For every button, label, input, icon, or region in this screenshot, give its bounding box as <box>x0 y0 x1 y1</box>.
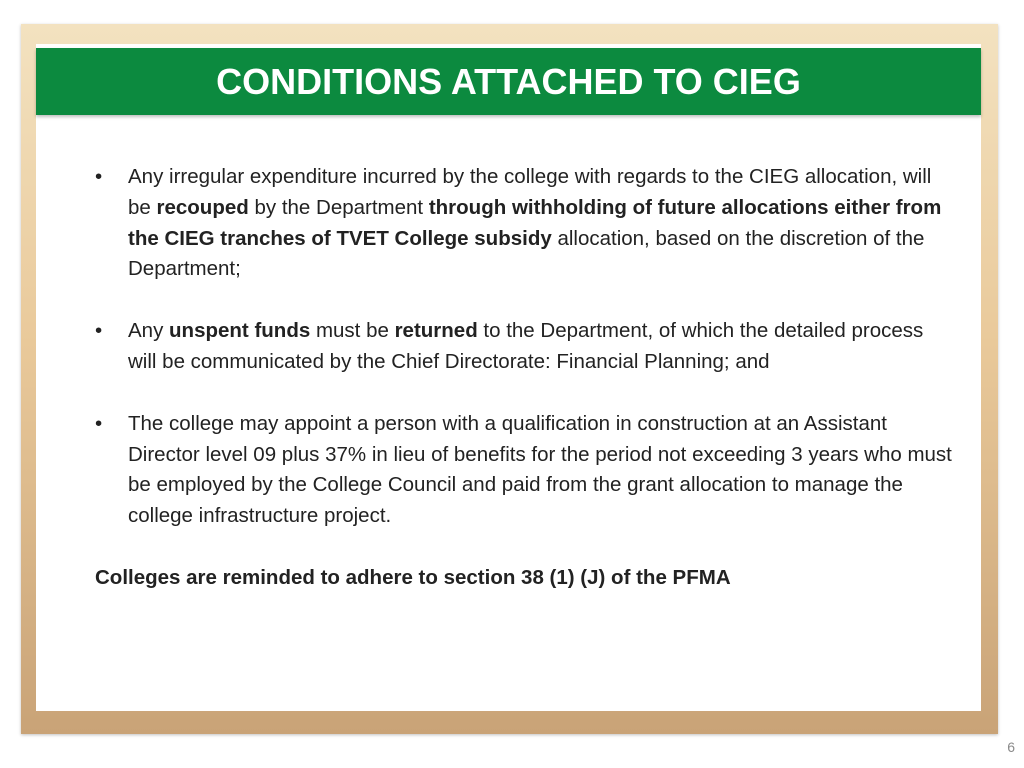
bullet-bold-segment: unspent funds <box>169 319 311 343</box>
bullet-text-segment: by the Department <box>248 195 429 219</box>
bullet-text-segment: must be <box>310 319 395 343</box>
closing-note: Colleges are reminded to adhere to section 38 (1) (J) of the PFMA <box>95 565 731 589</box>
bullet-marker: • <box>95 165 103 188</box>
title-bar <box>36 48 981 115</box>
bullet-text <box>128 319 923 373</box>
bullet-bold-segment: through withholding of future allocations either from the CIEG tranches of TVET College subsidy <box>128 195 942 250</box>
bullet-marker: • <box>95 411 103 435</box>
slide-panel <box>36 44 981 711</box>
bullet-text <box>128 165 941 280</box>
bullet-item <box>95 162 955 285</box>
bullet-marker: • <box>95 319 103 343</box>
bullet-text: The college may appoint a person with a qualification in construction at an Assistant Director level 09 plus 37% in lieu of benefits for the period not exceeding 3 years who must be employed by the College Council and paid from the grant allocation to manage the college infrastructure project. <box>128 411 952 528</box>
bullet-text-segment: Any irregular expenditure incurred by the college with regards to the CIEG allocation, will be <box>128 165 932 219</box>
bullet-item <box>95 409 955 532</box>
bullet-bold-segment: recouped <box>156 195 249 219</box>
bullet-text-segment: allocation, based on the discretion of the Department; <box>128 226 925 281</box>
bullet-text-segment: to the Department, of which the detailed process will be communicated by the Chief Directorate: Financial Planning; and <box>128 319 924 373</box>
slide-content <box>95 162 955 594</box>
slide-title: CONDITIONS ATTACHED TO CIEG <box>216 60 801 102</box>
bullet-text-segment: Any <box>128 319 170 343</box>
page-number: 6 <box>1007 739 1015 755</box>
bullet-bold-segment: returned <box>394 319 478 343</box>
slide-frame <box>21 24 998 734</box>
bullet-item <box>95 316 955 378</box>
